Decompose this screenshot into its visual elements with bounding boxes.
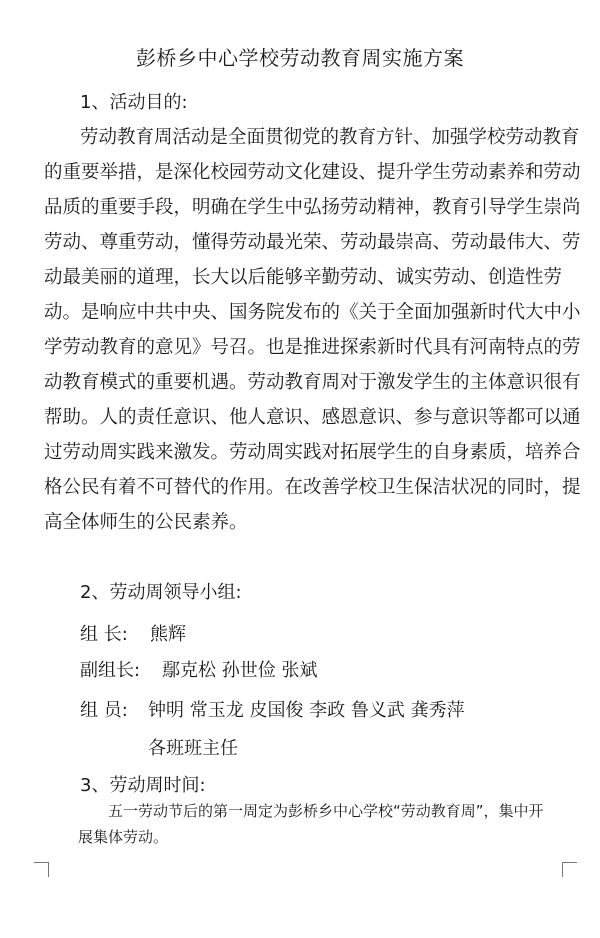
paragraph-line: 展集体劳动。 <box>78 828 169 846</box>
page-corner-mark-right <box>562 862 577 877</box>
paragraph-line: 品质的重要手段，明确在学生中弘扬劳动精神，教育引导学生崇尚 <box>44 197 581 218</box>
paragraph-line: 动最美丽的道理，长大以后能够辛勤劳动、诚实劳动、创造性劳 <box>44 267 563 288</box>
deputy-role-label: 副组长: <box>80 660 141 681</box>
paragraph-line: 动。是响应中共中央、国务院发布的《关于全面加强新时代大中小 <box>44 302 581 323</box>
members-row <box>80 698 465 724</box>
paragraph-line: 劳动、尊重劳动，懂得劳动最光荣、劳动最崇高、劳动最伟大、劳 <box>44 232 581 253</box>
section-3-heading: 3、劳动周时间: <box>80 775 206 796</box>
paragraph-line: 五一劳动节后的第一周定为彭桥乡中心学校“劳动教育周”，集中开 <box>108 802 544 820</box>
paragraph-line: 学劳动教育的意见》号召。也是推进探索新时代具有河南特点的劳 <box>44 337 581 358</box>
section-2-heading: 2、劳动周领导小组: <box>80 582 242 603</box>
page-corner-mark-left <box>34 862 49 877</box>
members-names: 钟明 常玉龙 皮国俊 李政 鲁义武 龚秀萍 <box>148 700 465 721</box>
paragraph-line: 过劳动周实践来激发。劳动周实践对拓展学生的自身素质，培养合 <box>44 442 581 463</box>
deputy-row <box>80 658 318 684</box>
leader-names: 熊辉 <box>150 624 186 645</box>
paragraph-line: 高全体师生的公民素养。 <box>44 512 248 533</box>
paragraph-line: 的重要举措，是深化校园劳动文化建设、提升学生劳动素养和劳动 <box>44 162 581 183</box>
members-role-label: 组 员: <box>80 700 128 721</box>
paragraph-line: 劳动教育周活动是全面贯彻党的教育方针、加强学校劳动教育 <box>80 127 580 148</box>
members-extra: 各班班主任 <box>148 738 238 759</box>
paragraph-line: 动教育模式的重要机遇。劳动教育周对于激发学生的主体意识很有 <box>44 372 581 393</box>
deputy-names: 鄢克松 孙世俭 张斌 <box>162 660 318 681</box>
paragraph-line: 格公民有着不可替代的作用。在改善学校卫生保洁状况的同时，提 <box>44 477 581 498</box>
paragraph-line: 帮助。人的责任意识、他人意识、感恩意识、参与意识等都可以通 <box>44 407 581 428</box>
leader-row <box>80 622 186 648</box>
leader-role-label: 组 长: <box>80 624 128 645</box>
section-1-heading: 1、活动目的: <box>80 92 188 113</box>
document-title: 彭桥乡中心学校劳动教育周实施方案 <box>136 46 464 70</box>
